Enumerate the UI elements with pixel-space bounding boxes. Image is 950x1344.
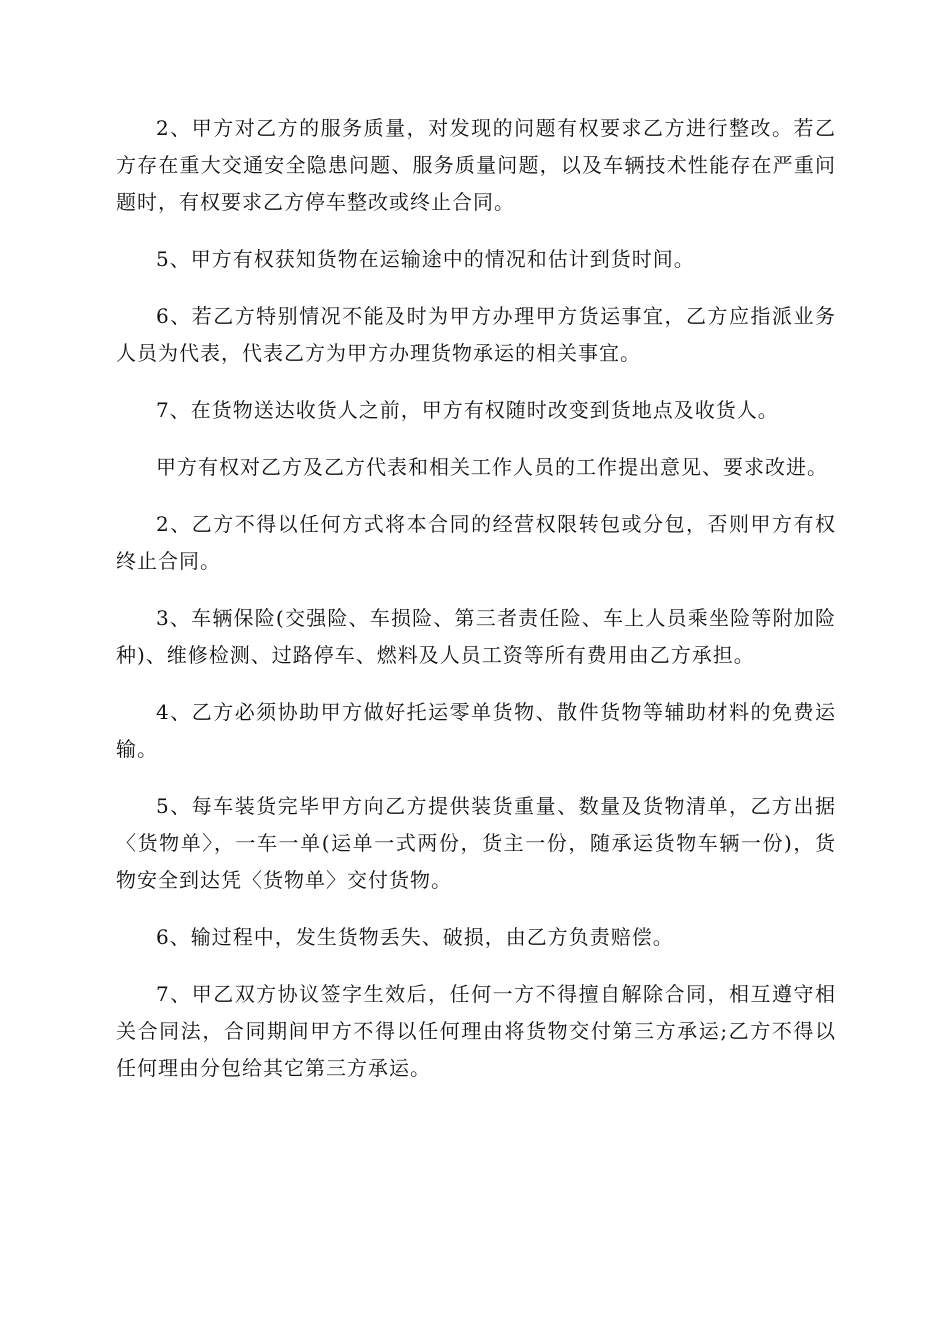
paragraph-clause-7-termination: 7、甲乙双方协议签字生效后，任何一方不得擅自解除合同，相互遵守相关合同法，合同期间甲方不得以任何理由将货物交付第三方承运;乙方不得以任何理由分包给其它第三方承运。 <box>116 982 836 1080</box>
paragraph-clause-7-change-destination: 7、在货物送达收货人之前，甲方有权随时改变到货地点及收货人。 <box>156 398 779 422</box>
document-body <box>116 110 836 1107</box>
paragraph-clause-5-shipment-status: 5、甲方有权获知货物在运输途中的情况和估计到货时间。 <box>156 247 695 271</box>
paragraph-clause-3-costs: 3、车辆保险(交强险、车损险、第三者责任险、车上人员乘坐险等附加险种)、维修检测、过路停车、燃料及人员工资等所有费用由乙方承担。 <box>116 606 836 667</box>
paragraph-clause-4-free-transport: 4、乙方必须协助甲方做好托运零单货物、散件货物等辅助材料的免费运输。 <box>116 700 836 761</box>
paragraph-clause-6-compensation: 6、输过程中，发生货物丢失、破损，由乙方负责赔偿。 <box>156 925 674 949</box>
paragraph-feedback-rights: 甲方有权对乙方及乙方代表和相关工作人员的工作提出意见、要求改进。 <box>156 455 828 479</box>
paragraph-clause-2-no-subcontract: 2、乙方不得以任何方式将本合同的经营权限转包或分包，否则甲方有权终止合同。 <box>116 512 836 573</box>
paragraph-clause-2-service-quality: 2、甲方对乙方的服务质量，对发现的问题有权要求乙方进行整改。若乙方存在重大交通安全隐患问题、服务质量问题，以及车辆技术性能存在严重问题时，有权要求乙方停车整改或终止合同。 <box>116 116 836 214</box>
paragraph-clause-5-waybill: 5、每车装货完毕甲方向乙方提供装货重量、数量及货物清单，乙方出据〈货物单〉，一车一单(运单一式两份，货主一份，随承运货物车辆一份)，货物安全到达凭〈货物单〉交付货物。 <box>116 794 836 892</box>
paragraph-clause-6-representative: 6、若乙方特别情况不能及时为甲方办理甲方货运事宜，乙方应指派业务人员为代表，代表乙方为甲方办理货物承运的相关事宜。 <box>116 304 836 365</box>
